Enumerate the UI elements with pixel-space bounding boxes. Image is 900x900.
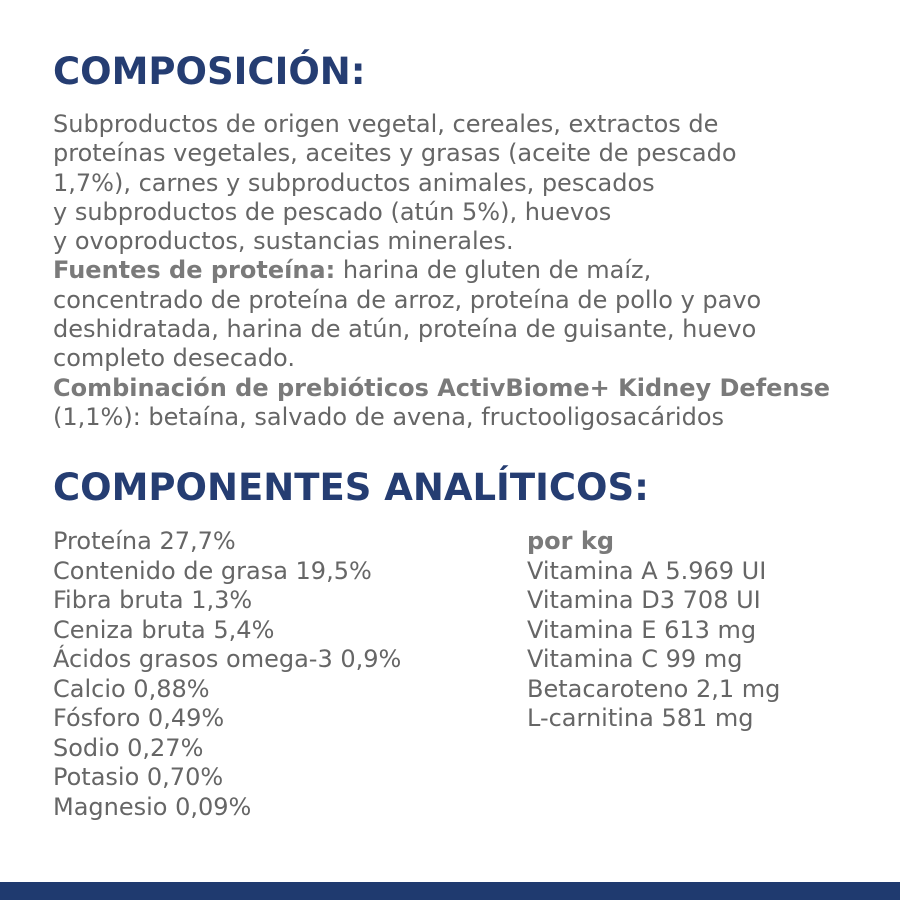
list-item: Vitamina C 99 mg <box>527 645 743 673</box>
composition-line: Subproductos de origen vegetal, cereales, extractos de <box>53 110 719 138</box>
list-item: Magnesio 0,09% <box>53 792 252 821</box>
composition-heading: COMPOSICIÓN: <box>53 50 366 93</box>
list-item: Ceniza bruta 5,4% <box>53 615 275 644</box>
list-item: Sodio 0,27% <box>53 733 204 762</box>
list-item: Calcio 0,88% <box>53 674 210 703</box>
composition-line: proteínas vegetales, aceites y grasas (aceite de pescado <box>53 139 737 168</box>
analytical-right-list <box>527 527 780 734</box>
protein-sources-line: deshidratada, harina de atún, proteína de guisante, huevo <box>53 315 757 344</box>
list-item: Contenido de grasa 19,5% <box>53 556 372 585</box>
protein-sources-line: concentrado de proteína de arroz, proteína de pollo y pavo <box>53 285 762 314</box>
analytical-heading: COMPONENTES ANALÍTICOS: <box>53 466 649 509</box>
footer-bar <box>0 882 900 900</box>
list-item: Vitamina A 5.969 UI <box>527 556 767 585</box>
prebiotic-label: Combinación de prebióticos ActivBiome+ Kidney Defense <box>53 373 831 402</box>
list-item: Fibra bruta 1,3% <box>53 586 253 614</box>
composition-line: y ovoproductos, sustancias minerales. <box>53 227 514 256</box>
protein-sources-line <box>53 256 893 285</box>
protein-sources-line: completo desecado. <box>53 344 295 373</box>
list-item: L-carnitina 581 mg <box>527 704 754 732</box>
list-item: Vitamina D3 708 UI <box>527 586 761 614</box>
list-item: Fósforo 0,49% <box>53 704 225 732</box>
composition-line: y subproductos de pescado (atún 5%), huevos <box>53 197 612 226</box>
analytical-left-list <box>53 527 401 822</box>
list-item: Betacaroteno 2,1 mg <box>527 674 781 703</box>
list-item: Ácidos grasos omega-3 0,9% <box>53 645 402 673</box>
composition-text <box>53 110 893 432</box>
list-item: Proteína 27,7% <box>53 527 236 555</box>
protein-sources-text: harina de gluten de maíz, <box>335 256 652 285</box>
protein-sources-label: Fuentes de proteína: <box>53 256 336 285</box>
composition-line: 1,7%), carnes y subproductos animales, pescados <box>53 168 655 197</box>
per-kg-label: por kg <box>527 527 614 555</box>
list-item: Potasio 0,70% <box>53 763 224 791</box>
prebiotic-text: (1,1%): betaína, salvado de avena, fructooligosacáridos <box>53 402 725 431</box>
list-item: Vitamina E 613 mg <box>527 615 757 644</box>
